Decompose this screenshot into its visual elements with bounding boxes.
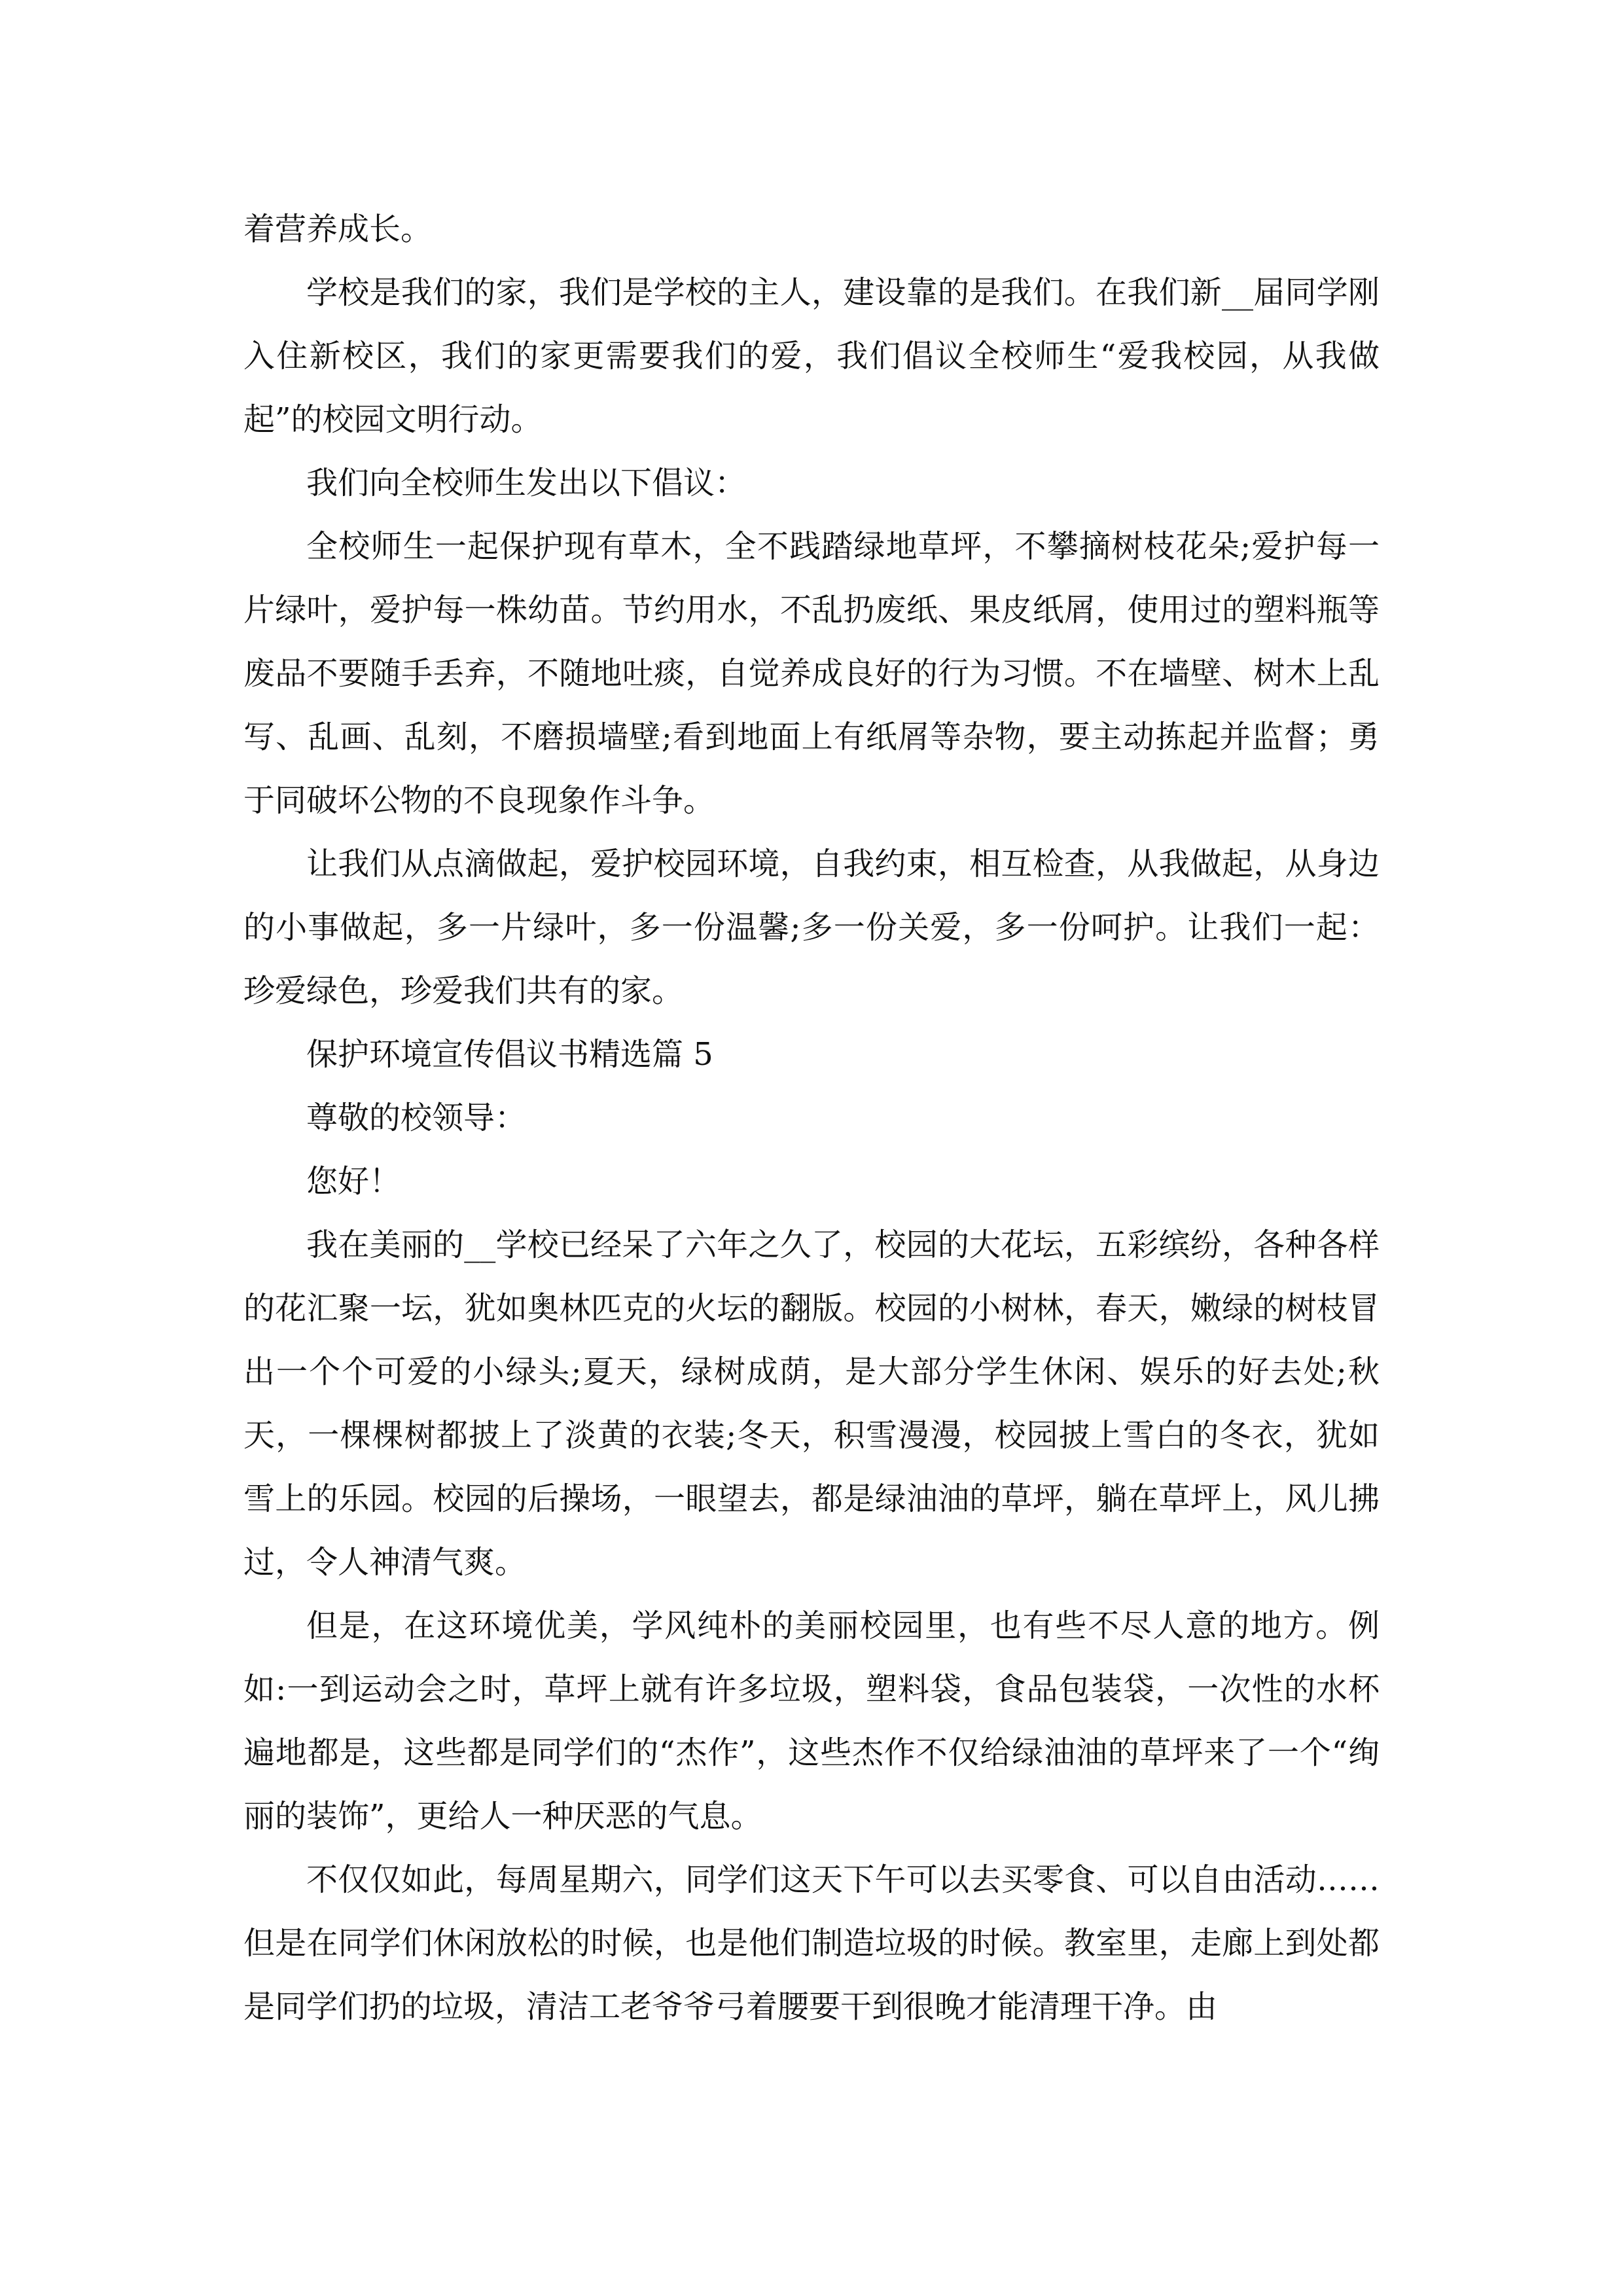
- paragraph-9: 我在美丽的__学校已经呆了六年之久了，校园的大花坛，五彩缤纷，各种各样的花汇聚一坛，犹如奥林匹克的火坛的翻版。校园的小树林，春天，嫩绿的树枝冒出一个个可爱的小绿头;夏天，绿树成荫，是大部分学生休闲、娱乐的好去处;秋天，一棵棵树都披上了淡黄的衣装;冬天，积雪漫漫，校园披上雪白的冬衣，犹如雪上的乐园。校园的后操场，一眼望去，都是绿油油的草坪，躺在草坪上，风儿拂过，令人神清气爽。: [243, 1227, 1380, 1581]
- paragraph-2: 学校是我们的家，我们是学校的主人，建设靠的是我们。在我们新__届同学刚入住新校区，我们的家更需要我们的爱，我们倡议全校师生“爱我校园，从我做起”的校园文明行动。: [243, 274, 1380, 438]
- paragraph-3: 我们向全校师生发出以下倡议：: [306, 465, 747, 501]
- salutation: 尊敬的校领导：: [306, 1100, 527, 1136]
- greeting: 您好！: [306, 1163, 401, 1200]
- paragraph-4: 全校师生一起保护现有草木，全不践踏绿地草坪，不攀摘树枝花朵;爱护每一片绿叶，爱护每一株幼苗。节约用水，不乱扔废纸、果皮纸屑，使用过的塑料瓶等废品不要随手丢弃，不随地吐痰，自觉养成良好的行为习惯。不在墙壁、树木上乱写、乱画、乱刻，不磨损墙壁;看到地面上有纸屑等杂物，要主动拣起并监督；勇于同破坏公物的不良现象作斗争。: [243, 528, 1380, 819]
- paragraph-11: 不仅仅如此，每周星期六，同学们这天下午可以去买零食、可以自由活动……但是在同学们休闲放松的时候，也是他们制造垃圾的时候。教室里，走廊上到处都是同学们扔的垃圾，清洁工老爷爷弓着腰要干到很晚才能清理干净。由: [243, 1861, 1380, 2025]
- paragraph-1: 着营养成长。: [243, 211, 433, 247]
- section-heading: 保护环境宣传倡议书精选篇 5: [306, 1036, 713, 1073]
- paragraph-5: 让我们从点滴做起，爱护校园环境，自我约束，相互检查，从我做起，从身边的小事做起，多一片绿叶，多一份温馨;多一份关爱，多一份呵护。让我们一起：珍爱绿色，珍爱我们共有的家。: [243, 846, 1380, 1009]
- document-body: [243, 198, 1380, 2039]
- paragraph-10: 但是，在这环境优美，学风纯朴的美丽校园里，也有些不尽人意的地方。例如:一到运动会之时，草坪上就有许多垃圾，塑料袋，食品包装袋，一次性的水杯遍地都是，这些都是同学们的“杰作”，这些杰作不仅给绿油油的草坪来了一个“绚丽的装饰”，更给人一种厌恶的气息。: [243, 1607, 1380, 1835]
